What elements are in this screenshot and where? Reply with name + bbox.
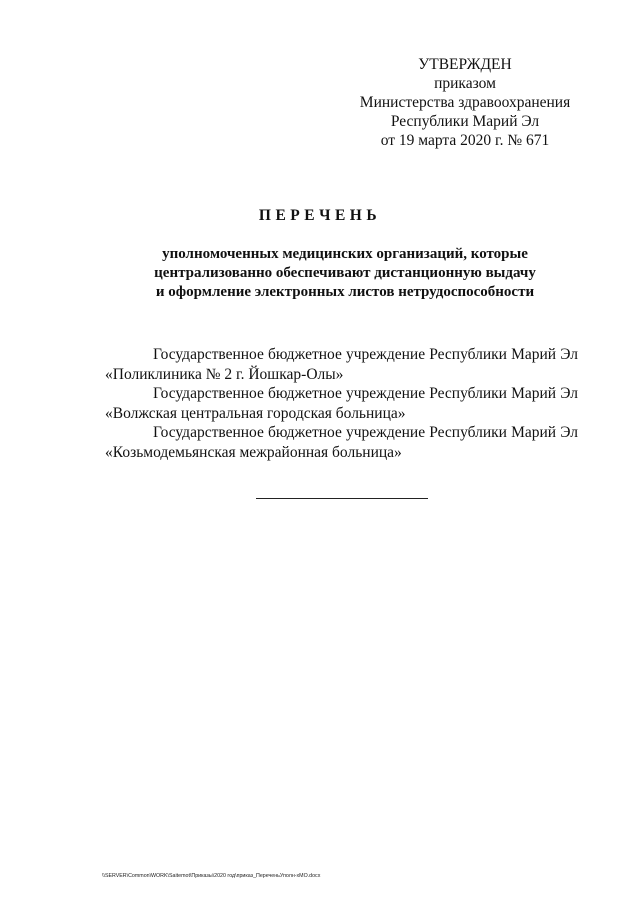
approval-block bbox=[300, 55, 630, 150]
document-subtitle bbox=[0, 245, 640, 302]
subtitle-line-3: и оформление электронных листов нетрудоспособности bbox=[155, 284, 535, 300]
approval-line-ministry: Министерства здравоохранения bbox=[359, 94, 571, 111]
organization-type: Государственное бюджетное учреждение Республики Марий Эл bbox=[153, 424, 578, 441]
footer-file-path: \\SERVER\Common\WORK\Saitemot\Приказы\2020 год\приказ_ПереченьУполн-хМО.docx bbox=[102, 873, 321, 879]
organization-type: Государственное бюджетное учреждение Республики Марий Эл bbox=[153, 385, 578, 402]
approval-line-order: приказом bbox=[434, 75, 496, 92]
organization-item bbox=[105, 345, 578, 384]
approval-line-approved: УТВЕРЖДЕН bbox=[418, 56, 512, 73]
document-title: ПЕРЕЧЕНЬ bbox=[258, 207, 382, 224]
organization-item bbox=[105, 384, 578, 423]
organization-name: «Волжская центральная городская больница» bbox=[105, 404, 406, 422]
subtitle-line-1: уполномоченных медицинских организаций, которые bbox=[162, 246, 528, 262]
organization-type: Государственное бюджетное учреждение Республики Марий Эл bbox=[153, 346, 578, 363]
organization-name: «Козьмодемьянская межрайонная больница» bbox=[105, 443, 402, 461]
subtitle-line-2: централизованно обеспечивают дистанционную выдачу bbox=[154, 265, 536, 281]
approval-line-date-number: от 19 марта 2020 г. № 671 bbox=[380, 132, 550, 149]
organization-list bbox=[105, 345, 578, 462]
end-separator-line bbox=[256, 498, 428, 499]
organization-name: «Поликлиника № 2 г. Йошкар-Олы» bbox=[105, 365, 344, 383]
approval-line-republic: Республики Марий Эл bbox=[390, 113, 540, 130]
organization-item bbox=[105, 423, 578, 462]
